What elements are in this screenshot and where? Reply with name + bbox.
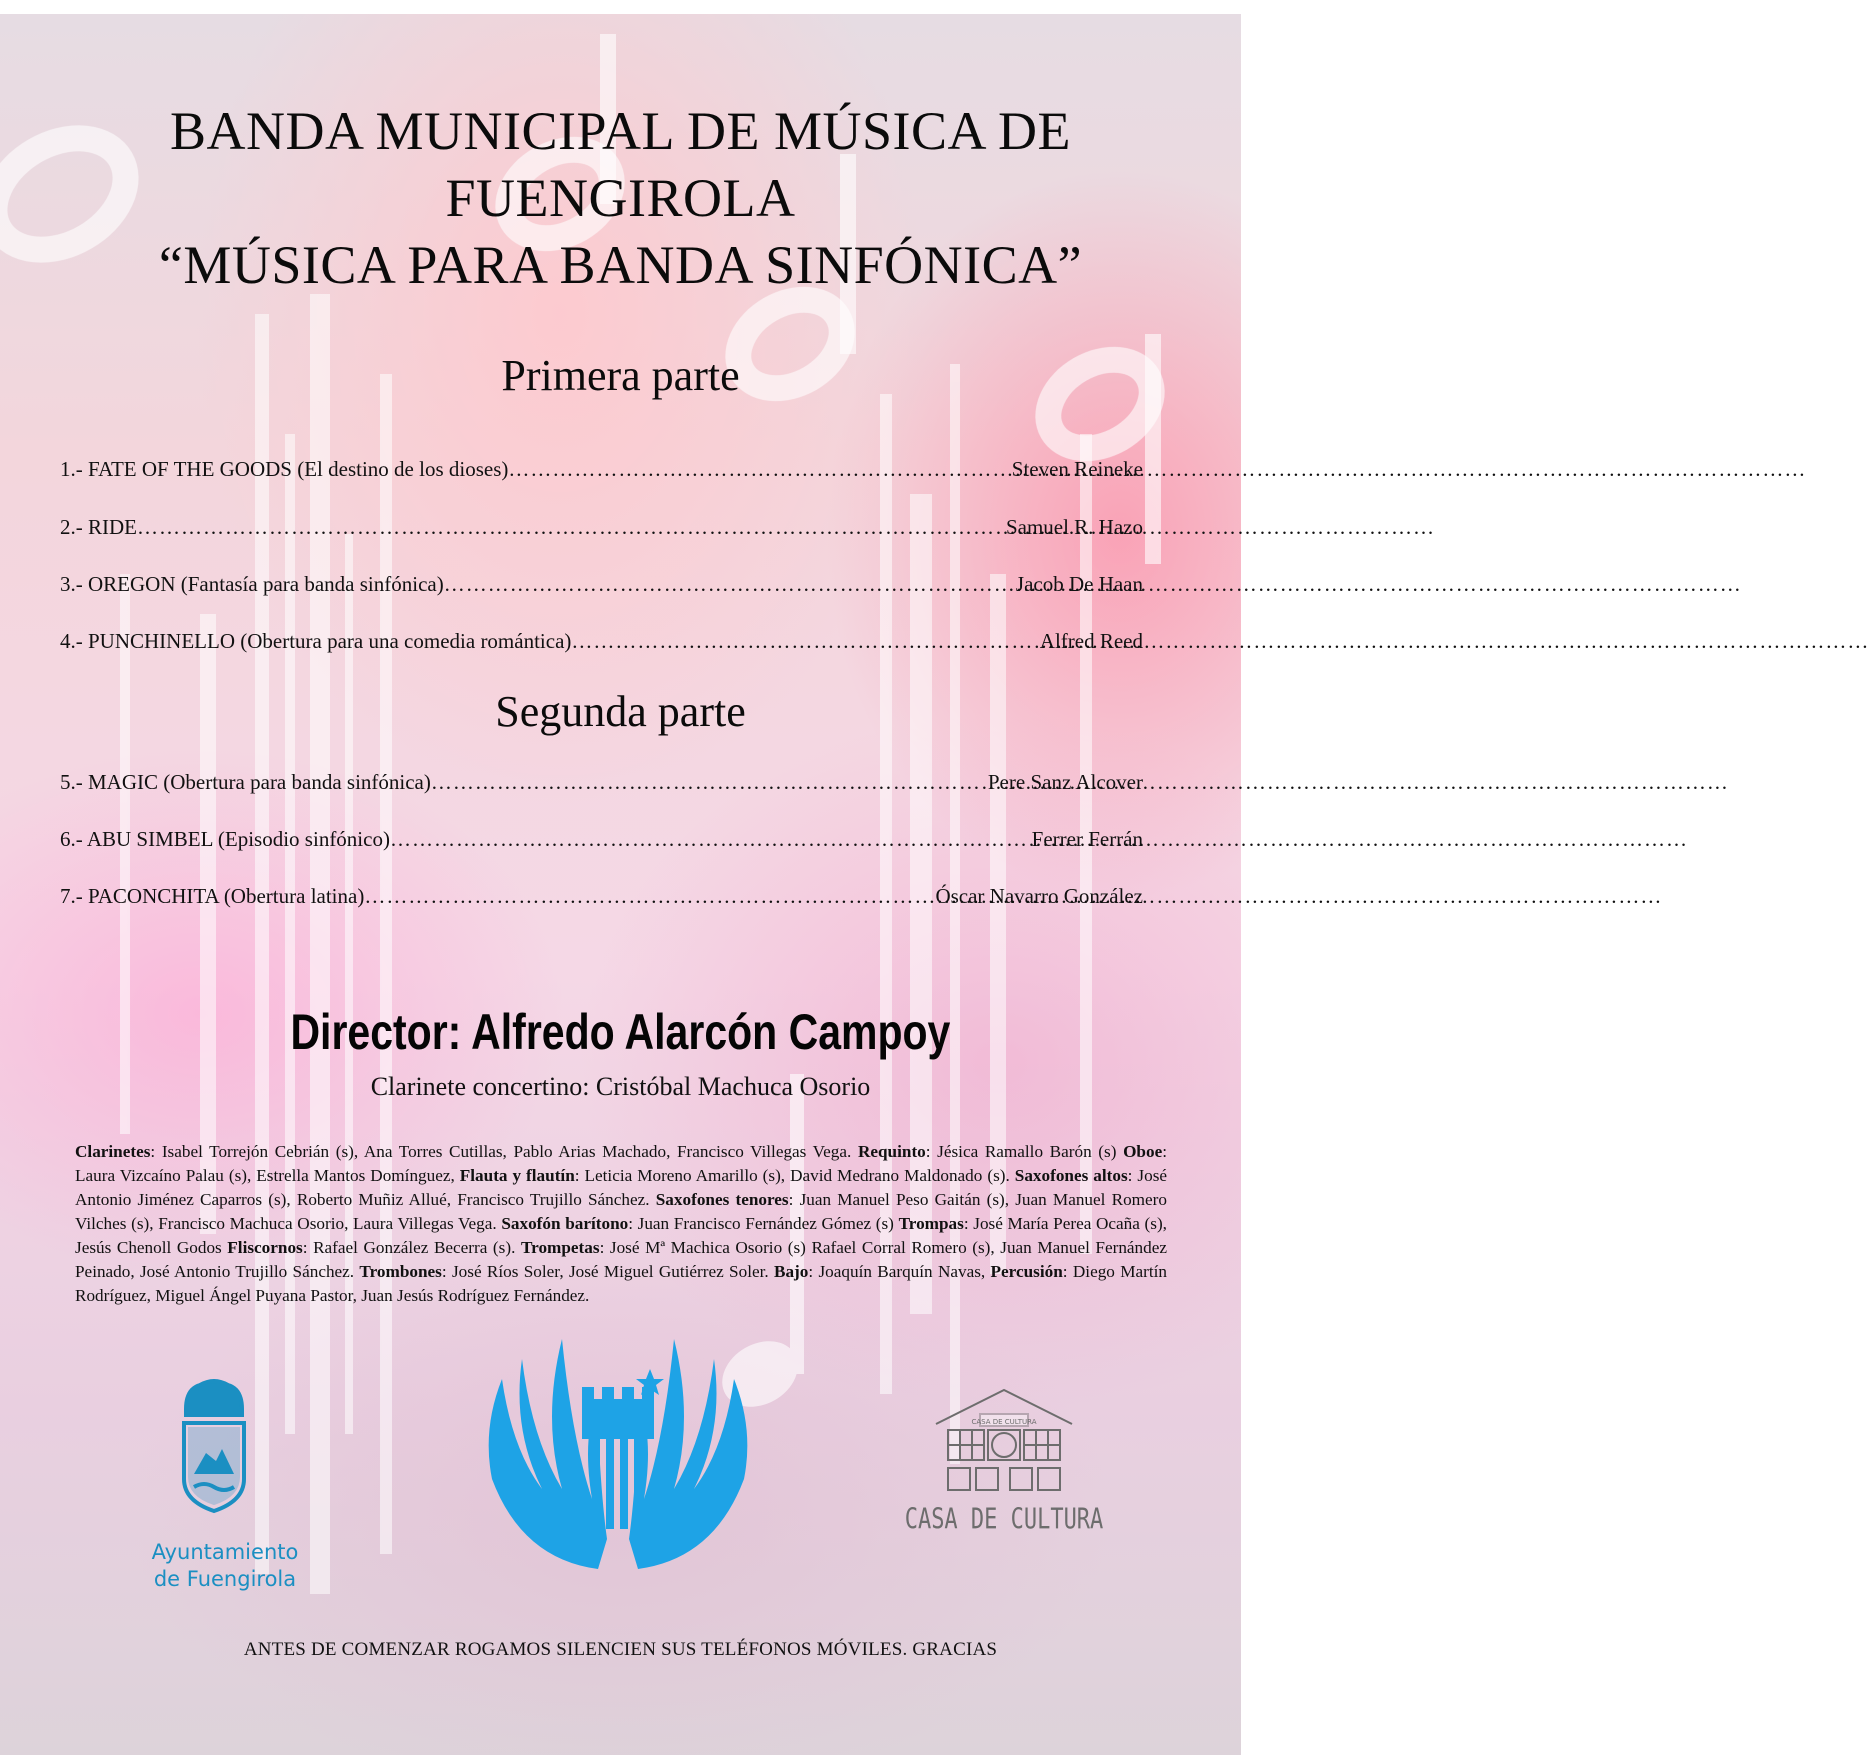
composer-name: Jacob De Haan: [1015, 572, 1143, 596]
program-item: [60, 572, 1143, 597]
ayuntamiento-fuengirola-logo: [150, 1379, 300, 1589]
poster: [0, 14, 1241, 1755]
composer-name: Steven Reineke: [1011, 457, 1143, 481]
dot-leader: [444, 572, 1016, 597]
casa-de-cultura-logo: [904, 1384, 1104, 1544]
instrument-section-label: Fliscornos: [227, 1238, 303, 1257]
instrument-section-label: Bajo: [774, 1262, 809, 1281]
piece-title: 1.- FATE OF THE GOODS (El destino de los dioses): [60, 457, 509, 481]
instrument-section-names: : José Antonio Jiménez Caparros (s), Roberto Muñiz Allué, Francisco Trujillo Sánchez.: [75, 1166, 1168, 1209]
instrument-section-label: Flauta y flautín: [459, 1166, 575, 1185]
piece-title: 3.- OREGON (Fantasía para banda sinfónica): [60, 572, 444, 596]
ayuntamiento-line-1: Ayuntamiento: [151, 1540, 299, 1564]
instrument-section-label: Trombones: [359, 1262, 442, 1281]
dot-leader: [390, 827, 1032, 852]
section-heading-primera-parte: Primera parte: [501, 351, 740, 400]
program-item: [60, 629, 1143, 654]
instrument-section-names: : José Mª Machica Osorio (s) Rafael Corral Romero (s), Juan Manuel Fernández Peinado, José Antonio Trujillo Sánchez.: [75, 1238, 1167, 1281]
director-name: Director: Alfredo Alarcón Campoy: [290, 1004, 951, 1060]
composer-name: Pere Sanz Alcover: [987, 770, 1143, 794]
instrument-section-label: Percusión: [990, 1262, 1063, 1281]
dot-leader: [571, 629, 1039, 654]
instrument-section-names: : Leticia Moreno Amarillo (s), David Medrano Maldonado (s).: [574, 1166, 1015, 1185]
instrument-section-label: Oboe: [1123, 1142, 1163, 1161]
casa-de-cultura-sign-text: CASA DE CULTURA: [971, 1418, 1037, 1426]
program-item: [60, 770, 1143, 795]
program-item: [60, 827, 1143, 852]
phone-silence-notice: ANTES DE COMENZAR ROGAMOS SILENCIEN SUS TELÉFONOS MÓVILES. GRACIAS: [243, 1639, 998, 1660]
composer-name: Alfred Reed: [1039, 629, 1143, 653]
section-heading-segunda-parte: Segunda parte: [495, 687, 746, 736]
instrument-section-names: : Diego Martín Rodríguez, Miguel Ángel Puyana Pastor, Juan Jesús Rodríguez Fernández.: [75, 1262, 1167, 1305]
program-item: [60, 457, 1143, 482]
concert-title-line-3: “MÚSICA PARA BANDA SINFÓNICA”: [158, 235, 1083, 295]
instrument-section-names: : Laura Vizcaíno Palau (s), Estrella Mantos Domínguez,: [75, 1142, 1167, 1185]
instrument-section-names: : Joaquín Barquín Navas,: [808, 1262, 991, 1281]
instrument-section-names: : Juan Manuel Peso Gaitán (s), Juan Manuel Romero Vilches (s), Francisco Machuca Osorio, Laura Villegas Vega.: [75, 1190, 1167, 1233]
instrument-section-label: Saxofones tenores: [655, 1190, 789, 1209]
piece-title: 2.- RIDE: [60, 515, 137, 539]
piece-title: 5.- MAGIC (Obertura para banda sinfónica): [60, 770, 431, 794]
concert-title-line-2: FUENGIROLA: [445, 168, 796, 228]
instrument-section-names: : Rafael González Becerra (s).: [302, 1238, 521, 1257]
concertino-name: Clarinete concertino: Cristóbal Machuca Osorio: [370, 1072, 871, 1101]
instrument-section-names: : José María Perea Ocaña (s), Jesús Chenoll Godos: [75, 1214, 1167, 1257]
instrument-section-names: : Juan Francisco Fernández Gómez (s): [628, 1214, 899, 1233]
instrument-section-names: : José Ríos Soler, José Miguel Gutiérrez Soler.: [441, 1262, 774, 1281]
ayuntamiento-line-2: de Fuengirola: [153, 1567, 297, 1591]
instrument-section-label: Trompas: [898, 1214, 964, 1233]
piece-title: 6.- ABU SIMBEL (Episodio sinfónico): [60, 827, 390, 851]
instrument-section-label: Requinto: [857, 1142, 926, 1161]
dot-leader: [431, 770, 988, 795]
instrument-section-label: Saxofón barítono: [501, 1214, 629, 1233]
dot-leader: [364, 884, 935, 909]
casa-de-cultura-text: CASA DE CULTURA: [904, 1502, 1104, 1537]
concert-title-line-1: BANDA MUNICIPAL DE MÚSICA DE: [169, 101, 1072, 161]
banda-winged-lyre-logo: [482, 1339, 754, 1599]
instrument-section-label: Clarinetes: [75, 1142, 151, 1161]
dot-leader: [137, 515, 1006, 540]
band-members-paragraph: [75, 1140, 1167, 1308]
program-item: [60, 515, 1143, 540]
instrument-section-names: : Isabel Torrejón Cebrián (s), Ana Torres Cutillas, Pablo Arias Machado, Francisco Villegas Vega.: [150, 1142, 858, 1161]
instrument-section-names: : Jésica Ramallo Barón (s): [925, 1142, 1124, 1161]
piece-title: 4.- PUNCHINELLO (Obertura para una comedia romántica): [60, 629, 572, 653]
instrument-section-label: Saxofones altos: [1014, 1166, 1128, 1185]
instrument-section-label: Trompetas: [520, 1238, 600, 1257]
composer-name: Samuel R. Hazo: [1005, 515, 1143, 539]
program-item: [60, 884, 1143, 909]
composer-name: Óscar Navarro González: [935, 884, 1143, 908]
piece-title: 7.- PACONCHITA (Obertura latina): [60, 884, 365, 908]
dot-leader: [508, 457, 1011, 482]
composer-name: Ferrer Ferrán: [1031, 827, 1143, 851]
